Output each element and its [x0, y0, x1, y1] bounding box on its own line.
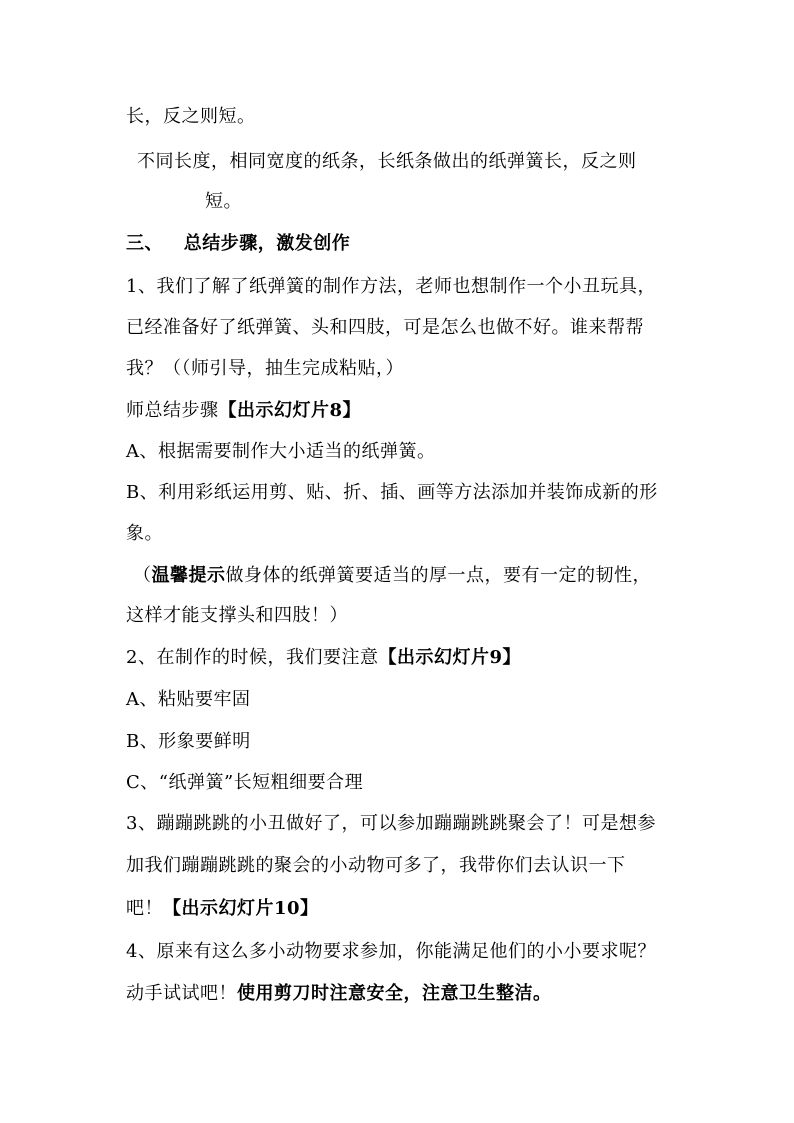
text-line [133, 564, 651, 588]
text-segment: 动手试试吧！ [126, 983, 237, 1004]
text-line: 这样才能支撑头和四肢！） [126, 605, 348, 626]
section-number: 三、 [126, 233, 163, 254]
text-line: B、形象要鲜明 [126, 731, 251, 752]
text-line: A、根据需要制作大小适当的纸弹簧。 [126, 441, 436, 462]
text-line [126, 982, 552, 1006]
text-line: 不同长度，相同宽度的纸条，长纸条做出的纸弹簧长，反之则 [137, 151, 637, 172]
text-line [126, 897, 319, 921]
text-line: 我？（（师引导，抽生完成粘贴，） [126, 358, 404, 379]
section-title: 总结步骤，激发创作 [183, 233, 351, 254]
text-segment: 做身体的纸弹簧要适当的厚一点，要有一定的韧性， [225, 565, 651, 586]
text-line: 3、蹦蹦跳跳的小丑做好了，可以参加蹦蹦跳跳聚会了！可是想参 [126, 813, 656, 834]
text-line: C、“纸弹簧”长短粗细要合理 [126, 772, 364, 793]
text-line: 1、我们了解了纸弹簧的制作方法，老师也想制作一个小丑玩具， [126, 276, 656, 297]
text-segment: 吧！ [126, 898, 163, 919]
tip-label: 温馨提示 [151, 565, 226, 586]
text-line [126, 646, 521, 670]
slide-reference: 【出示幻灯片10】 [163, 898, 319, 919]
section-heading [126, 232, 350, 256]
text-segment: 2、在制作的时候，我们要注意 [126, 647, 379, 668]
text-line: 象。 [126, 523, 163, 544]
slide-reference: 【出示幻灯片8】 [218, 400, 362, 421]
text-line: B、利用彩纸运用剪、贴、折、插、画等方法添加并装饰成新的形 [126, 482, 658, 503]
text-line: 加我们蹦蹦跳跳的聚会的小动物可多了，我带你们去认识一下 [126, 855, 626, 876]
text-line: 4、原来有这么多小动物要求参加，你能满足他们的小小要求呢？ [126, 941, 656, 962]
text-line: 长，反之则短。 [126, 106, 256, 127]
slide-reference: 【出示幻灯片9】 [378, 647, 521, 668]
text-line: 短。 [205, 191, 242, 212]
safety-note: 使用剪刀时注意安全，注意卫生整洁。 [237, 983, 552, 1004]
text-segment: （ [133, 565, 152, 586]
text-line: 已经准备好了纸弹簧、头和四肢，可是怎么也做不好。谁来帮帮 [126, 317, 644, 338]
text-segment: 师总结步骤 [126, 400, 219, 421]
text-line: A、粘贴要牢固 [126, 689, 251, 710]
text-line [126, 399, 361, 423]
